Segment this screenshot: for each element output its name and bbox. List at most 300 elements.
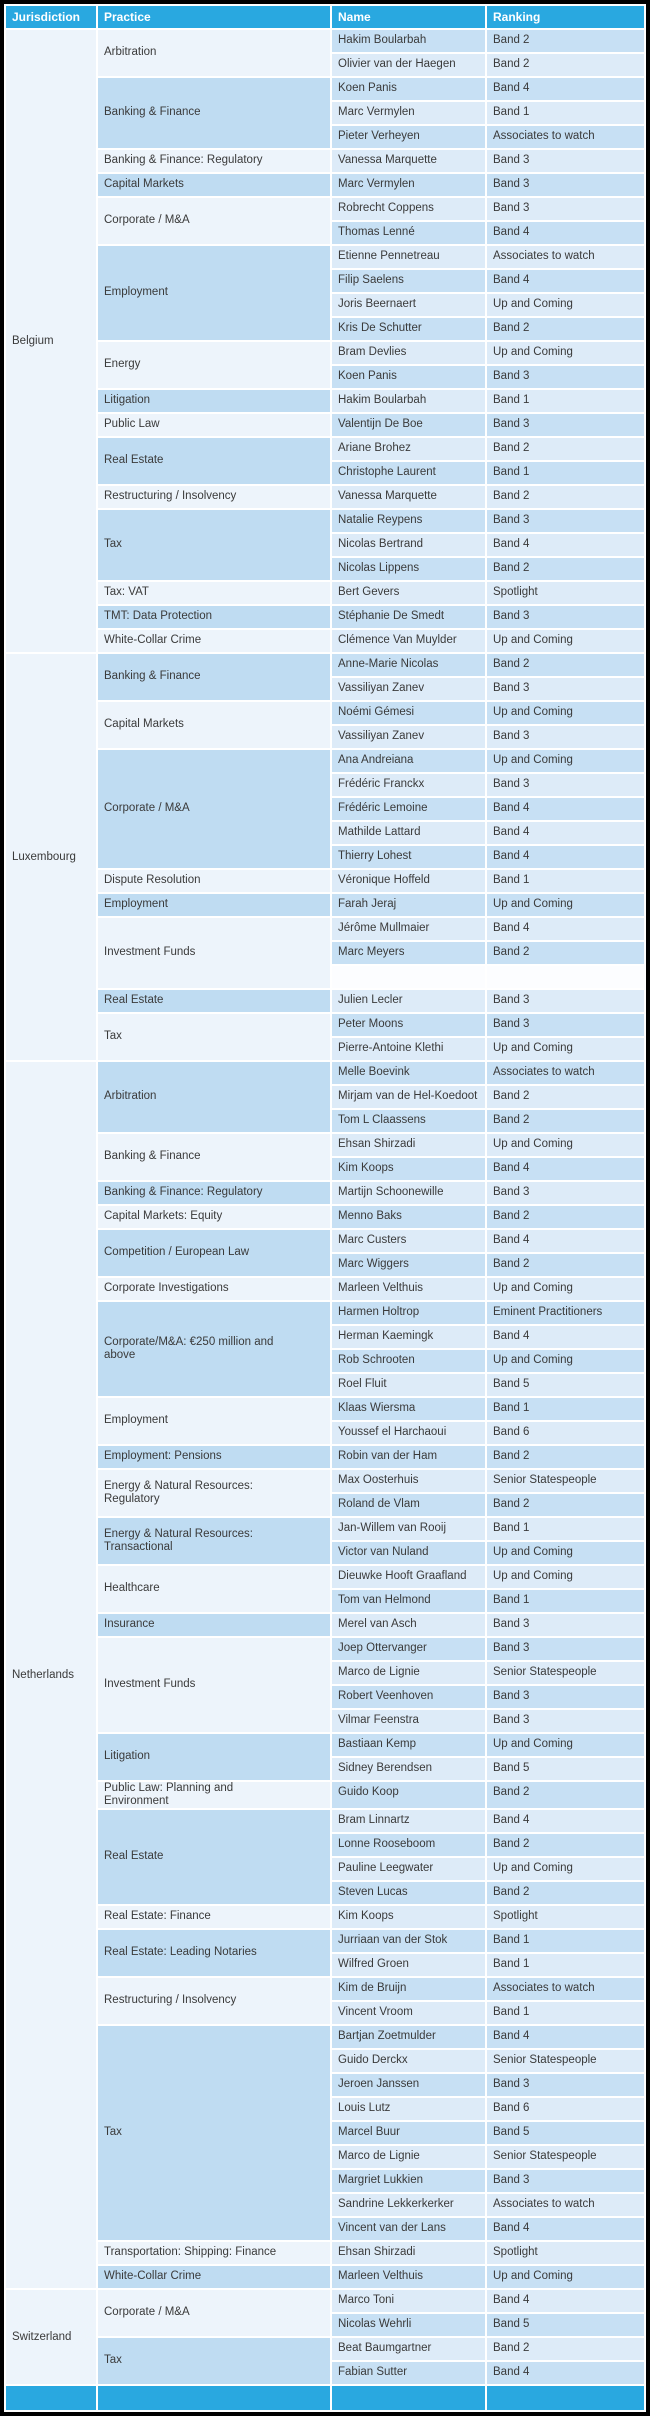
table-row [6, 1134, 644, 1156]
name-cell: Joep Ottervanger [332, 1638, 485, 1660]
ranking-cell: Band 4 [487, 222, 644, 244]
table-row [6, 870, 644, 892]
table-row [6, 390, 644, 412]
practice-label: Public Law: Planning and Environment [104, 1782, 234, 1807]
table-row [6, 30, 644, 52]
ranking-cell: Band 1 [487, 2002, 644, 2024]
practice-cell [98, 30, 330, 76]
table-row [6, 1734, 644, 1756]
ranking-cell: Senior Statespeople [487, 2146, 644, 2168]
column-header-jurisdiction: Jurisdiction [6, 6, 96, 28]
table-row [6, 1014, 644, 1036]
table-row [6, 1518, 644, 1540]
name-cell: Kim de Bruijn [332, 1978, 485, 2000]
ranking-cell: Band 1 [487, 1954, 644, 1976]
name-cell: Filip Saelens [332, 270, 485, 292]
table-row [6, 150, 644, 172]
name-cell: Steven Lucas [332, 1882, 485, 1904]
name-cell: Lonne Rooseboom [332, 1834, 485, 1856]
ranking-cell: Band 5 [487, 1758, 644, 1780]
name-cell: Marco Toni [332, 2290, 485, 2312]
table-row [6, 1398, 644, 1420]
name-cell: Victor van Nuland [332, 1542, 485, 1564]
practice-label: Corporate / M&A [104, 214, 190, 227]
practice-label: Corporate/M&A: €250 million and above [104, 1336, 274, 1361]
ranking-cell: Up and Coming [487, 1566, 644, 1588]
practice-label: Real Estate: Finance [104, 1910, 211, 1923]
table-row [6, 1638, 644, 1660]
practice-label: Employment [104, 898, 168, 911]
jurisdiction-cell: Belgium [6, 30, 96, 652]
ranking-cell: Band 3 [487, 774, 644, 796]
name-cell: Rob Schrooten [332, 1350, 485, 1372]
practice-label: TMT: Data Protection [104, 610, 213, 623]
name-cell: Nicolas Wehrli [332, 2314, 485, 2336]
name-cell: Frédéric Franckx [332, 774, 485, 796]
practice-cell [98, 198, 330, 244]
name-cell: Wilfred Groen [332, 1954, 485, 1976]
practice-cell [98, 78, 330, 148]
table-row [6, 582, 644, 604]
practice-cell [98, 606, 330, 628]
name-cell: Dieuwke Hooft Graafland [332, 1566, 485, 1588]
table-row [6, 78, 644, 100]
name-cell: Kris De Schutter [332, 318, 485, 340]
practice-cell [98, 1446, 330, 1468]
name-cell: Guido Koop [332, 1782, 485, 1808]
practice-cell [98, 2026, 330, 2240]
practice-label: Banking & Finance [104, 670, 201, 683]
practice-label: Tax: VAT [104, 586, 149, 599]
practice-label: Tax [104, 1030, 122, 1043]
table-row [6, 1302, 644, 1324]
practice-cell [98, 390, 330, 412]
table-row [6, 894, 644, 916]
ranking-cell: Band 3 [487, 1182, 644, 1204]
name-cell: Noémi Gémesi [332, 702, 485, 724]
ranking-cell: Band 3 [487, 2074, 644, 2096]
name-cell: Martijn Schoonewille [332, 1182, 485, 1204]
ranking-cell: Band 4 [487, 2290, 644, 2312]
table-row [6, 414, 644, 436]
practice-label: Tax [104, 538, 122, 551]
practice-cell [98, 2338, 330, 2384]
name-cell: Jurriaan van der Stok [332, 1930, 485, 1952]
ranking-cell: Band 4 [487, 1810, 644, 1832]
ranking-cell: Up and Coming [487, 1542, 644, 1564]
name-cell: Marc Vermylen [332, 102, 485, 124]
ranking-cell: Band 1 [487, 462, 644, 484]
practice-label: White-Collar Crime [104, 2270, 202, 2283]
table-row [6, 174, 644, 196]
name-cell: Vassiliyan Zanev [332, 726, 485, 748]
practice-cell [98, 750, 330, 868]
table-row [6, 246, 644, 268]
ranking-cell: Associates to watch [487, 1062, 644, 1084]
ranking-cell: Band 2 [487, 942, 644, 964]
ranking-cell: Up and Coming [487, 1134, 644, 1156]
ranking-cell: Band 4 [487, 78, 644, 100]
name-cell: Marco de Lignie [332, 1662, 485, 1684]
practice-label: Public Law [104, 418, 160, 431]
ranking-cell: Band 3 [487, 990, 644, 1012]
ranking-cell: Band 2 [487, 30, 644, 52]
ranking-cell: Band 4 [487, 1230, 644, 1252]
practice-cell [98, 654, 330, 700]
ranking-cell: Band 4 [487, 918, 644, 940]
name-cell: Koen Panis [332, 366, 485, 388]
name-cell: Robrecht Coppens [332, 198, 485, 220]
practice-label: Capital Markets: Equity [104, 1210, 223, 1223]
practice-cell [98, 894, 330, 916]
table-row [6, 702, 644, 724]
name-cell: Fabian Sutter [332, 2362, 485, 2384]
name-cell: Peter Moons [332, 1014, 485, 1036]
ranking-cell: Up and Coming [487, 750, 644, 772]
practice-label: Employment: Pensions [104, 1450, 222, 1463]
ranking-cell: Band 6 [487, 2098, 644, 2120]
rankings-table [4, 4, 646, 2412]
name-cell: Hakim Boularbah [332, 30, 485, 52]
practice-label: Banking & Finance: Regulatory [104, 1186, 263, 1199]
practice-cell [98, 1302, 330, 1396]
practice-label: Real Estate [104, 1850, 164, 1863]
ranking-cell: Band 2 [487, 1086, 644, 1108]
name-cell: Robin van der Ham [332, 1446, 485, 1468]
table-row [6, 2026, 644, 2048]
practice-cell [98, 246, 330, 340]
practice-label: Energy & Natural Resources: Regulatory [104, 1480, 253, 1505]
table-row [6, 990, 644, 1012]
ranking-cell: Spotlight [487, 582, 644, 604]
name-cell: Véronique Hoffeld [332, 870, 485, 892]
ranking-cell: Band 4 [487, 270, 644, 292]
ranking-cell: Band 1 [487, 102, 644, 124]
name-cell: Jeroen Janssen [332, 2074, 485, 2096]
ranking-cell: Band 2 [487, 1834, 644, 1856]
ranking-cell: Band 4 [487, 2026, 644, 2048]
practice-label: Capital Markets [104, 718, 184, 731]
ranking-cell: Spotlight [487, 2242, 644, 2264]
ranking-cell: Associates to watch [487, 2194, 644, 2216]
practice-cell [98, 1734, 330, 1780]
name-cell: Klaas Wiersma [332, 1398, 485, 1420]
table-row [6, 2266, 644, 2288]
table-row [6, 1978, 644, 2000]
practice-label: Dispute Resolution [104, 874, 201, 887]
ranking-cell: Band 3 [487, 2170, 644, 2192]
practice-cell [98, 1638, 330, 1732]
practice-label: Banking & Finance [104, 1150, 201, 1163]
name-cell: Tom L Claassens [332, 1110, 485, 1132]
practice-cell [98, 1398, 330, 1444]
table-row [6, 750, 644, 772]
jurisdiction-cell: Netherlands [6, 1062, 96, 2288]
table-row [6, 2242, 644, 2264]
name-cell: Koen Panis [332, 78, 485, 100]
practice-cell [98, 414, 330, 436]
table-row [6, 1906, 644, 1928]
ranking-cell: Up and Coming [487, 702, 644, 724]
name-cell: Pieter Verheyen [332, 126, 485, 148]
name-cell: Harmen Holtrop [332, 1302, 485, 1324]
name-cell: Valentijn De Boe [332, 414, 485, 436]
name-cell [332, 966, 485, 988]
ranking-cell: Associates to watch [487, 1978, 644, 2000]
column-header-name: Name [332, 6, 485, 28]
name-cell: Kim Koops [332, 1906, 485, 1928]
practice-cell [98, 486, 330, 508]
practice-label: Corporate / M&A [104, 802, 190, 815]
name-cell: Marc Meyers [332, 942, 485, 964]
ranking-cell: Band 2 [487, 318, 644, 340]
name-cell: Jérôme Mullmaier [332, 918, 485, 940]
practice-cell [98, 1182, 330, 1204]
practice-cell [98, 582, 330, 604]
footer-bar [6, 2386, 644, 2410]
practice-label: Investment Funds [104, 1678, 196, 1691]
practice-cell [98, 702, 330, 748]
name-cell: Farah Jeraj [332, 894, 485, 916]
practice-label: Employment [104, 286, 168, 299]
ranking-cell: Band 5 [487, 1374, 644, 1396]
practice-cell [98, 510, 330, 580]
ranking-cell: Band 3 [487, 678, 644, 700]
table-row [6, 1614, 644, 1636]
name-cell: Robert Veenhoven [332, 1686, 485, 1708]
ranking-cell: Band 4 [487, 2218, 644, 2240]
name-cell: Pierre-Antoine Klethi [332, 1038, 485, 1060]
practice-label: Real Estate [104, 994, 164, 1007]
name-cell: Ana Andreiana [332, 750, 485, 772]
ranking-cell: Associates to watch [487, 246, 644, 268]
practice-label: White-Collar Crime [104, 634, 202, 647]
footer-cell [6, 2386, 96, 2410]
name-cell: Vanessa Marquette [332, 486, 485, 508]
practice-cell [98, 1230, 330, 1276]
name-cell: Anne-Marie Nicolas [332, 654, 485, 676]
ranking-cell: Band 4 [487, 822, 644, 844]
ranking-cell: Band 2 [487, 1446, 644, 1468]
practice-label: Arbitration [104, 1090, 157, 1103]
name-cell: Marleen Velthuis [332, 2266, 485, 2288]
name-cell: Natalie Reypens [332, 510, 485, 532]
table-row [6, 1182, 644, 1204]
ranking-cell: Band 2 [487, 558, 644, 580]
ranking-cell: Band 3 [487, 1014, 644, 1036]
practice-label: Banking & Finance: Regulatory [104, 154, 263, 167]
practice-cell [98, 1134, 330, 1180]
ranking-cell: Band 2 [487, 654, 644, 676]
ranking-cell: Band 3 [487, 198, 644, 220]
ranking-cell: Spotlight [487, 1906, 644, 1928]
practice-cell [98, 438, 330, 484]
practice-label: Employment [104, 1414, 168, 1427]
practice-label: Energy & Natural Resources: Transactional [104, 1528, 253, 1553]
name-cell: Ehsan Shirzadi [332, 1134, 485, 1156]
practice-cell [98, 1930, 330, 1976]
practice-label: Capital Markets [104, 178, 184, 191]
ranking-cell: Up and Coming [487, 1858, 644, 1880]
practice-label: Litigation [104, 394, 151, 407]
table-row [6, 1930, 644, 1952]
ranking-cell: Band 3 [487, 150, 644, 172]
practice-label: Restructuring / Insolvency [104, 1994, 237, 2007]
table-row [6, 606, 644, 628]
name-cell: Joris Beernaert [332, 294, 485, 316]
name-cell: Marco de Lignie [332, 2146, 485, 2168]
name-cell: Vilmar Feenstra [332, 1710, 485, 1732]
practice-cell [98, 1278, 330, 1300]
ranking-cell: Band 2 [487, 1254, 644, 1276]
name-cell: Thomas Lenné [332, 222, 485, 244]
table-row [6, 510, 644, 532]
ranking-cell: Band 2 [487, 486, 644, 508]
practice-cell [98, 1518, 330, 1564]
ranking-cell: Band 1 [487, 1590, 644, 1612]
name-cell: Olivier van der Haegen [332, 54, 485, 76]
table-row [6, 654, 644, 676]
name-cell: Bastiaan Kemp [332, 1734, 485, 1756]
name-cell: Hakim Boularbah [332, 390, 485, 412]
jurisdiction-cell: Luxembourg [6, 654, 96, 1060]
ranking-cell: Band 3 [487, 1686, 644, 1708]
name-cell: Nicolas Bertrand [332, 534, 485, 556]
ranking-cell: Band 1 [487, 390, 644, 412]
name-cell: Marc Vermylen [332, 174, 485, 196]
table-row [6, 2338, 644, 2360]
name-cell: Herman Kaemingk [332, 1326, 485, 1348]
practice-cell [98, 1614, 330, 1636]
table-row [6, 1470, 644, 1492]
practice-cell [98, 1906, 330, 1928]
name-cell: Menno Baks [332, 1206, 485, 1228]
name-cell: Vincent Vroom [332, 2002, 485, 2024]
name-cell: Clémence Van Muylder [332, 630, 485, 652]
footer-cell [332, 2386, 485, 2410]
practice-cell [98, 1014, 330, 1060]
ranking-cell: Up and Coming [487, 294, 644, 316]
footer-cell [487, 2386, 644, 2410]
ranking-cell: Up and Coming [487, 630, 644, 652]
practice-label: Real Estate: Leading Notaries [104, 1946, 257, 1959]
ranking-cell: Up and Coming [487, 1350, 644, 1372]
name-cell: Thierry Lohest [332, 846, 485, 868]
name-cell: Stéphanie De Smedt [332, 606, 485, 628]
practice-cell [98, 630, 330, 652]
name-cell: Roel Fluit [332, 1374, 485, 1396]
ranking-cell: Up and Coming [487, 342, 644, 364]
column-header-practice: Practice [98, 6, 330, 28]
name-cell: Ariane Brohez [332, 438, 485, 460]
practice-cell [98, 150, 330, 172]
name-cell: Bram Devlies [332, 342, 485, 364]
ranking-cell: Band 2 [487, 438, 644, 460]
table-row [6, 2290, 644, 2312]
practice-label: Banking & Finance [104, 106, 201, 119]
table-row [6, 342, 644, 364]
practice-label: Energy [104, 358, 141, 371]
ranking-cell: Band 1 [487, 1398, 644, 1420]
practice-cell [98, 2290, 330, 2336]
practice-label: Corporate / M&A [104, 2306, 190, 2319]
practice-label: Real Estate [104, 454, 164, 467]
header-row [6, 6, 644, 28]
table-row [6, 1278, 644, 1300]
ranking-cell: Band 4 [487, 798, 644, 820]
table-row [6, 918, 644, 940]
practice-label: Litigation [104, 1750, 151, 1763]
ranking-cell: Up and Coming [487, 2266, 644, 2288]
table-row [6, 1062, 644, 1084]
name-cell: Vincent van der Lans [332, 2218, 485, 2240]
name-cell: Jan-Willem van Rooij [332, 1518, 485, 1540]
ranking-cell: Band 3 [487, 1638, 644, 1660]
name-cell: Etienne Pennetreau [332, 246, 485, 268]
name-cell: Marcel Buur [332, 2122, 485, 2144]
ranking-cell: Band 1 [487, 1518, 644, 1540]
practice-label: Healthcare [104, 1582, 160, 1595]
name-cell: Vanessa Marquette [332, 150, 485, 172]
ranking-cell: Band 2 [487, 1110, 644, 1132]
ranking-cell: Band 6 [487, 1422, 644, 1444]
ranking-cell: Band 3 [487, 174, 644, 196]
ranking-cell: Band 2 [487, 2338, 644, 2360]
name-cell: Marleen Velthuis [332, 1278, 485, 1300]
practice-cell [98, 870, 330, 892]
ranking-cell: Senior Statespeople [487, 2050, 644, 2072]
ranking-cell: Band 3 [487, 510, 644, 532]
name-cell: Marc Wiggers [332, 1254, 485, 1276]
ranking-cell: Band 5 [487, 2314, 644, 2336]
name-cell: Louis Lutz [332, 2098, 485, 2120]
ranking-cell: Band 3 [487, 726, 644, 748]
practice-label: Competition / European Law [104, 1246, 250, 1259]
name-cell: Melle Boevink [332, 1062, 485, 1084]
ranking-cell: Senior Statespeople [487, 1470, 644, 1492]
table-row [6, 486, 644, 508]
ranking-cell: Band 1 [487, 1930, 644, 1952]
ranking-cell: Senior Statespeople [487, 1662, 644, 1684]
ranking-cell: Band 4 [487, 1158, 644, 1180]
ranking-cell: Band 4 [487, 1326, 644, 1348]
practice-label: Restructuring / Insolvency [104, 490, 237, 503]
table-row [6, 198, 644, 220]
name-cell: Sandrine Lekkerkerker [332, 2194, 485, 2216]
name-cell: Margriet Lukkien [332, 2170, 485, 2192]
name-cell: Max Oosterhuis [332, 1470, 485, 1492]
ranking-cell: Band 2 [487, 1782, 644, 1808]
name-cell: Merel van Asch [332, 1614, 485, 1636]
ranking-cell: Band 3 [487, 1710, 644, 1732]
ranking-cell: Band 3 [487, 366, 644, 388]
practice-cell [98, 1782, 330, 1808]
practice-cell [98, 1810, 330, 1904]
name-cell: Bartjan Zoetmulder [332, 2026, 485, 2048]
footer-cell [98, 2386, 330, 2410]
practice-cell [98, 342, 330, 388]
table-row [6, 1230, 644, 1252]
ranking-cell: Band 4 [487, 846, 644, 868]
name-cell: Pauline Leegwater [332, 1858, 485, 1880]
practice-label: Tax [104, 2354, 122, 2367]
name-cell: Kim Koops [332, 1158, 485, 1180]
practice-label: Transportation: Shipping: Finance [104, 2246, 277, 2259]
ranking-cell: Band 2 [487, 1494, 644, 1516]
name-cell: Marc Custers [332, 1230, 485, 1252]
ranking-cell: Band 5 [487, 2122, 644, 2144]
ranking-cell: Associates to watch [487, 126, 644, 148]
